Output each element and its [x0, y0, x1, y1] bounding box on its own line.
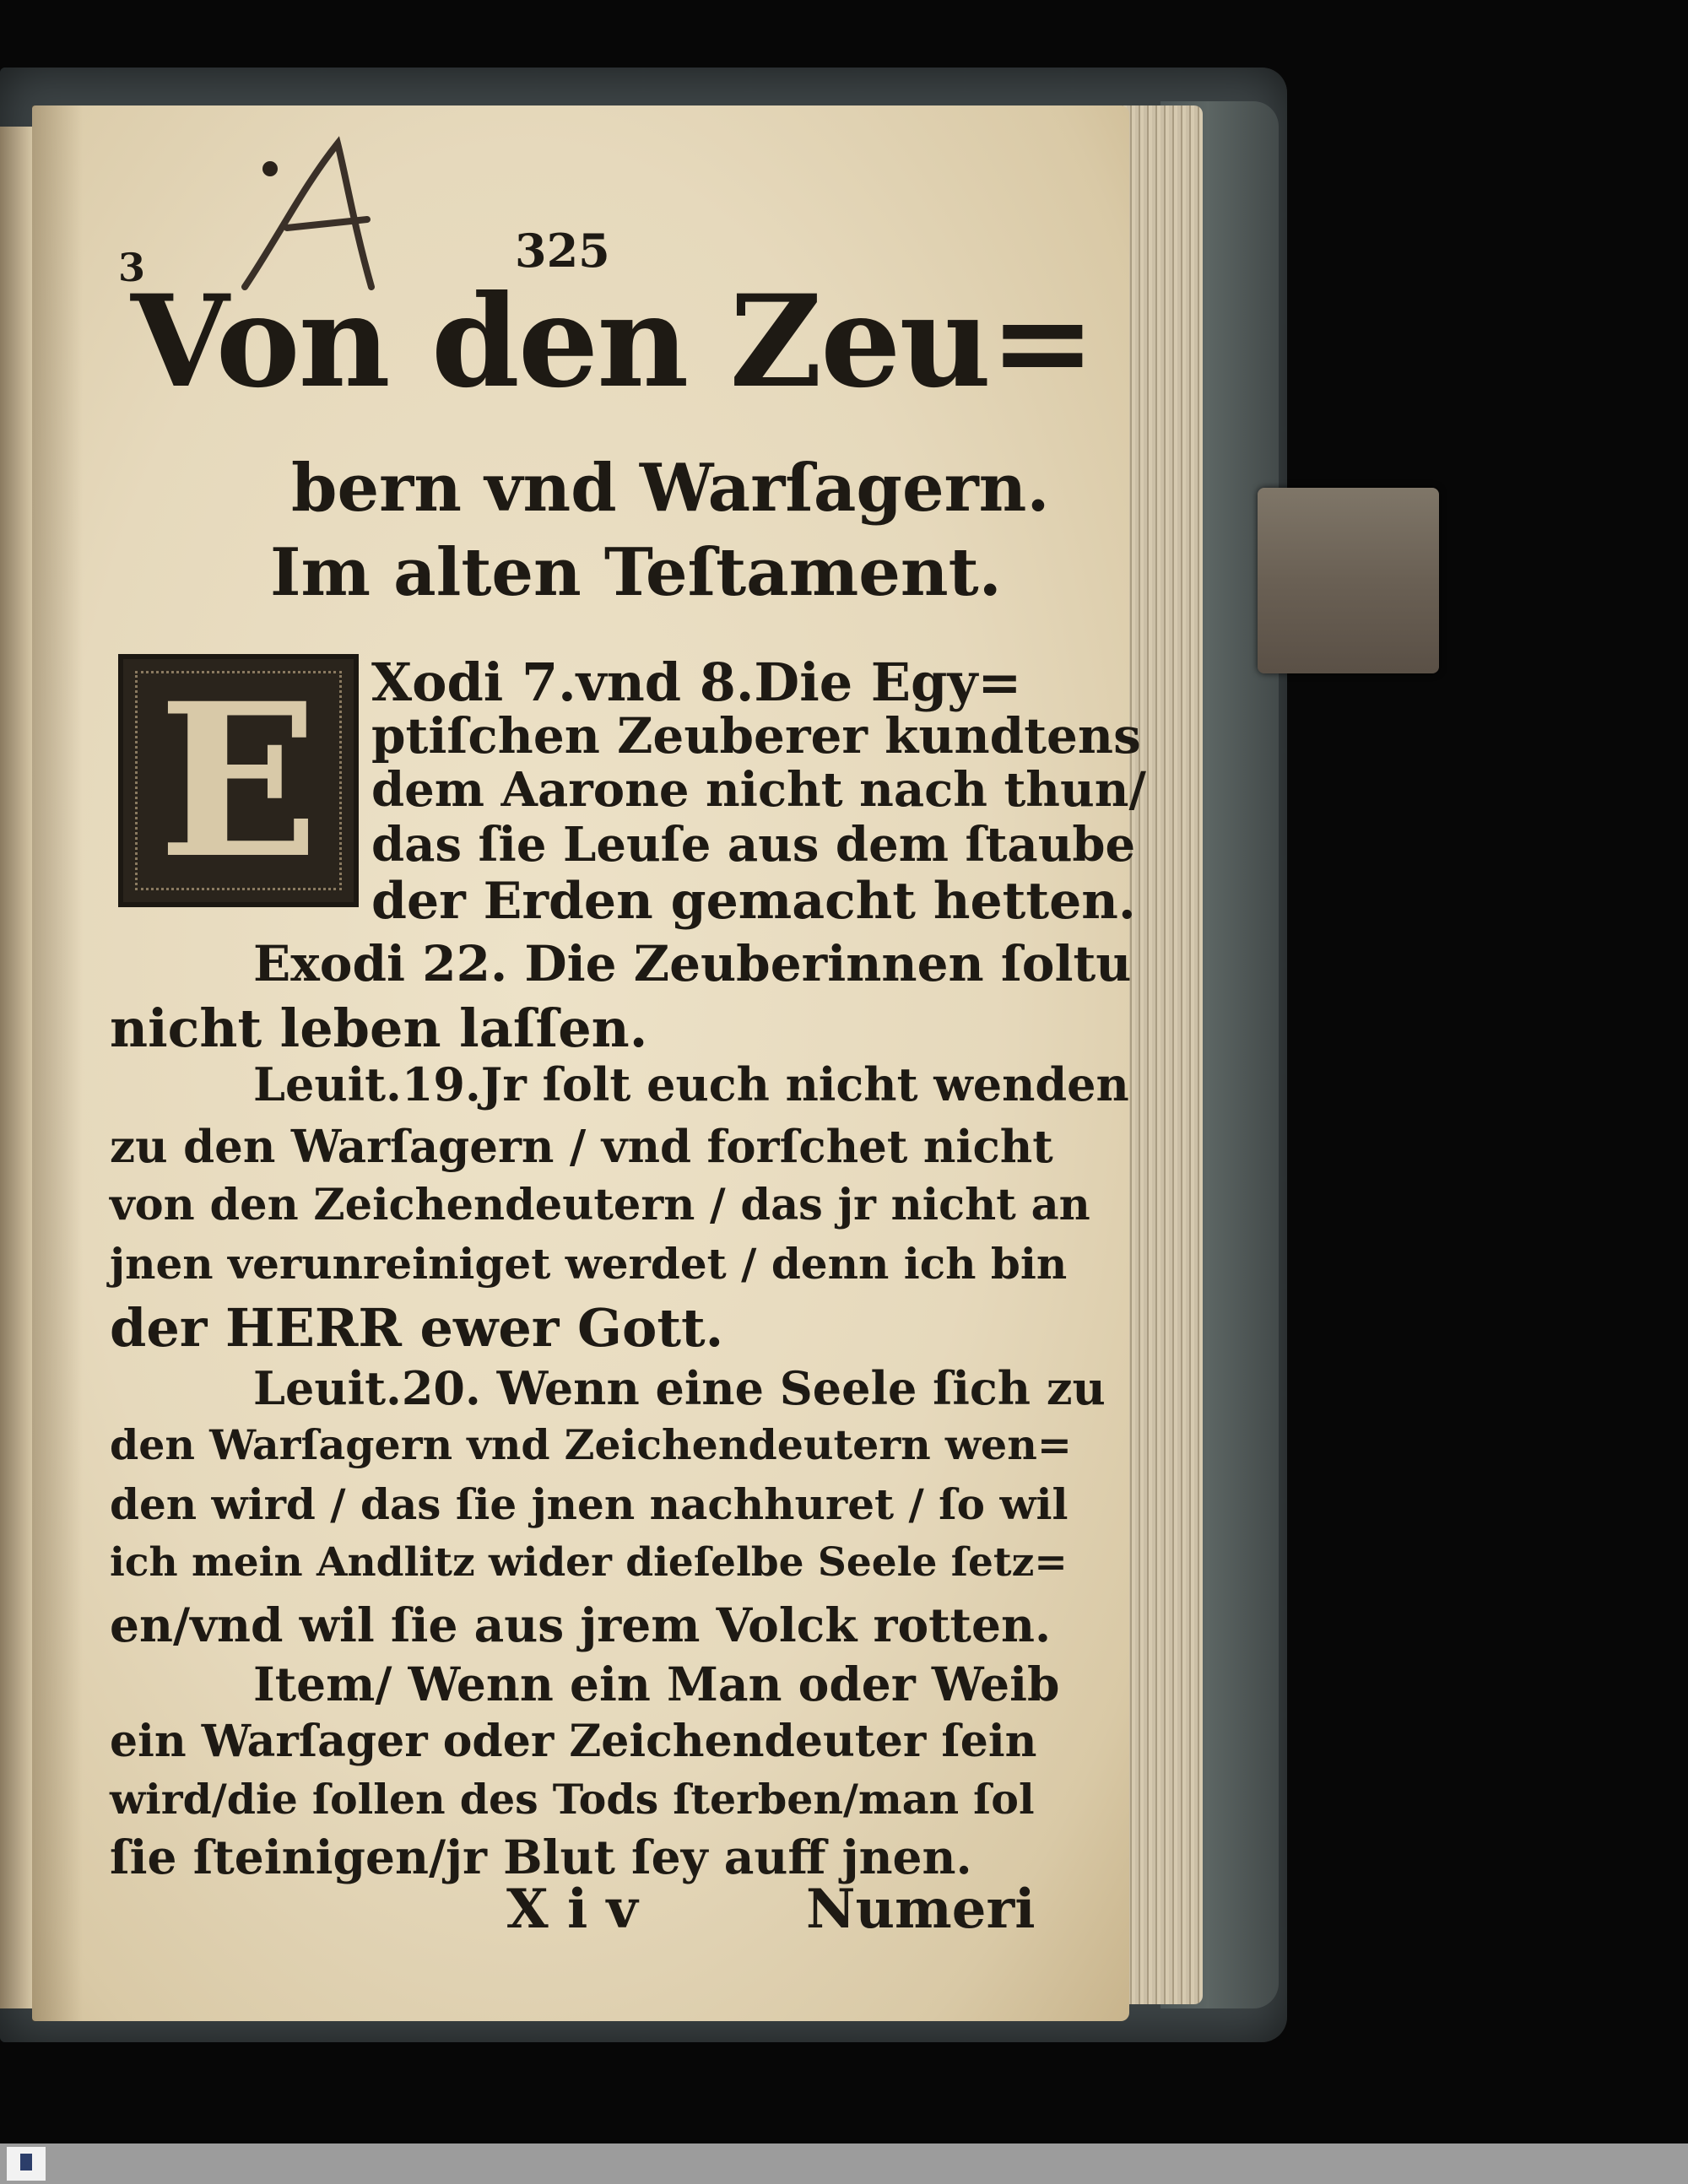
library-logo-icon	[7, 2147, 46, 2181]
text-line: Leuit.19.Jr ſolt euch nicht wenden	[253, 1057, 1129, 1111]
text-line: Xodi 7.vnd 8.Die Egy=	[371, 651, 1022, 713]
text-line: Item/ Wenn ein Man oder Weib	[253, 1657, 1060, 1711]
left-page-edge	[0, 127, 34, 2008]
catchword: Numeri	[806, 1878, 1036, 1941]
corner-number: 3	[118, 245, 146, 290]
text-line: jnen verunreiniget werdet / denn ich bin	[110, 1239, 1068, 1289]
text-line: zu den Warſagern / vnd forſchet nicht	[110, 1121, 1053, 1173]
text-line: ſie ſteinigen/jr Blut ſey auff jnen.	[110, 1830, 972, 1884]
page-number: 325	[515, 224, 610, 278]
text-line: der HERR ewer Gott.	[110, 1297, 724, 1359]
text-line: den wird / das ſie jnen nachhuret / ſo wil	[110, 1479, 1069, 1529]
text-line: der Erden gemacht hetten.	[371, 872, 1136, 931]
section-heading: Im alten Teſtament.	[270, 534, 1002, 611]
text-line: ein Warſager oder Zeichendeuter ſein	[110, 1716, 1037, 1767]
text-line: Leuit.20. Wenn eine Seele ſich zu	[253, 1361, 1106, 1415]
book-clasp	[1258, 488, 1439, 673]
signature-mark: X i v	[506, 1878, 638, 1941]
text-line: das ſie Leuſe aus dem ſtaube	[371, 817, 1136, 873]
text-line: dem Aarone nicht nach thun/	[371, 762, 1146, 818]
text-line: den Warſagern vnd Zeichendeutern wen=	[110, 1420, 1072, 1469]
initial-letter: E	[158, 657, 319, 905]
text-line: wird/die ſollen des Tods ſterben/man ſol	[110, 1775, 1035, 1824]
decorated-initial	[118, 654, 359, 907]
text-line: nicht leben laſſen.	[110, 997, 648, 1059]
text-line: von den Zeichendeutern / das jr nicht an	[110, 1180, 1090, 1230]
viewer-footer-bar	[0, 2143, 1688, 2184]
text-line: en/vnd wil ſie aus jrem Volck rotten.	[110, 1597, 1052, 1652]
text-line: ptiſchen Zeuberer kundtens	[371, 707, 1141, 765]
title-heading: Von den Zeu=	[131, 268, 1095, 416]
title-subheading: bern vnd Warſagern.	[291, 450, 1050, 527]
text-line: ich mein Andlitz wider dieſelbe Seele ſetz=	[110, 1539, 1068, 1586]
text-line: Exodi 22. Die Zeuberinnen ſoltu	[253, 935, 1132, 992]
